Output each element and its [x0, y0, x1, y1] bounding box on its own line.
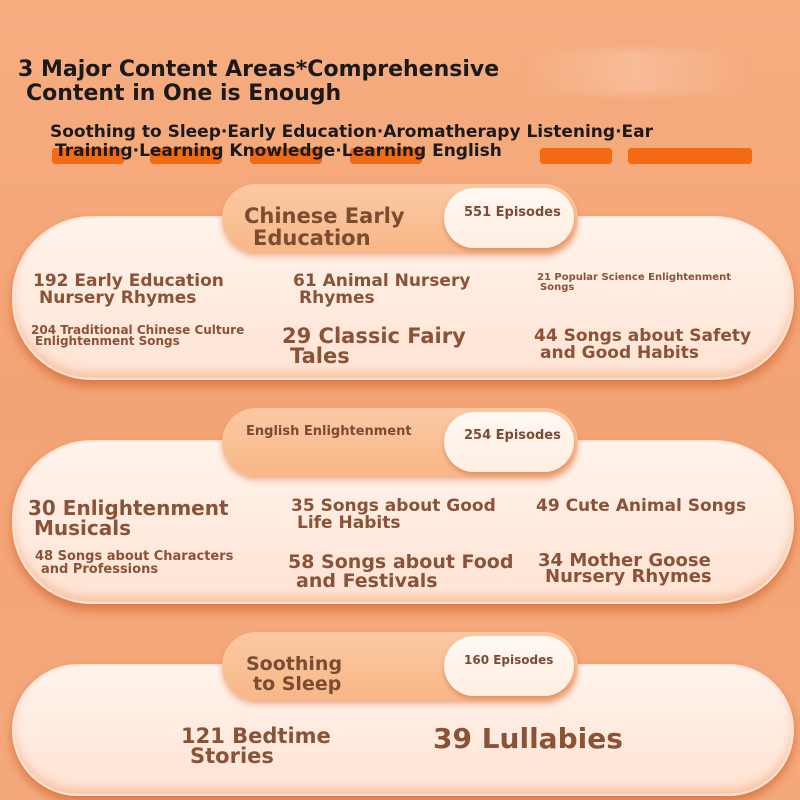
episode-count-badge: 254 Episodes	[444, 412, 574, 472]
content-item: 49 Cute Animal Songs	[536, 496, 747, 516]
content-item: 29 Classic Fairy Tales	[282, 324, 466, 368]
feature-line-1: Soothing to Sleep·Early Education·Aromatherapy Listening·Ear	[50, 122, 654, 142]
feature-list	[50, 123, 750, 161]
content-item: 35 Songs about Good Life Habits	[291, 496, 496, 533]
episode-count-badge: 551 Episodes	[444, 188, 574, 248]
section-tab-english-enlightenment	[222, 408, 578, 476]
content-item: 21 Popular Science Enlightenment Songs	[537, 272, 731, 293]
content-item: 204 Traditional Chinese Culture Enlightenment Songs	[31, 323, 245, 348]
feature-line-2: Training·Learning Knowledge·Learning English	[55, 141, 502, 161]
content-item: 30 Enlightenment Musicals	[28, 496, 229, 540]
headline-line-1: 3 Major Content Areas*Comprehensive	[18, 57, 500, 82]
section-title: English Enlightenment	[246, 424, 412, 439]
content-item: 121 Bedtime Stories	[181, 724, 331, 768]
title-glow	[520, 50, 750, 94]
content-item: 192 Early Education Nursery Rhymes	[33, 271, 224, 308]
section-tab-chinese-early-education	[222, 184, 578, 252]
section-title: Soothing to Sleep	[246, 653, 343, 695]
section-title: Chinese Early Education	[244, 204, 405, 250]
content-item: 34 Mother Goose Nursery Rhymes	[538, 550, 712, 587]
content-item: 39 Lullabies	[433, 722, 623, 755]
content-item: 48 Songs about Characters and Professions	[35, 549, 234, 577]
content-item: 44 Songs about Safety and Good Habits	[534, 326, 752, 363]
episode-count-badge: 160 Episodes	[444, 636, 574, 696]
content-item: 58 Songs about Food and Festivals	[288, 551, 514, 592]
section-tab-soothing-to-sleep	[222, 632, 578, 700]
headline-line-2: Content in One is Enough	[26, 81, 342, 106]
headline	[18, 58, 538, 106]
content-item: 61 Animal Nursery Rhymes	[293, 271, 471, 308]
